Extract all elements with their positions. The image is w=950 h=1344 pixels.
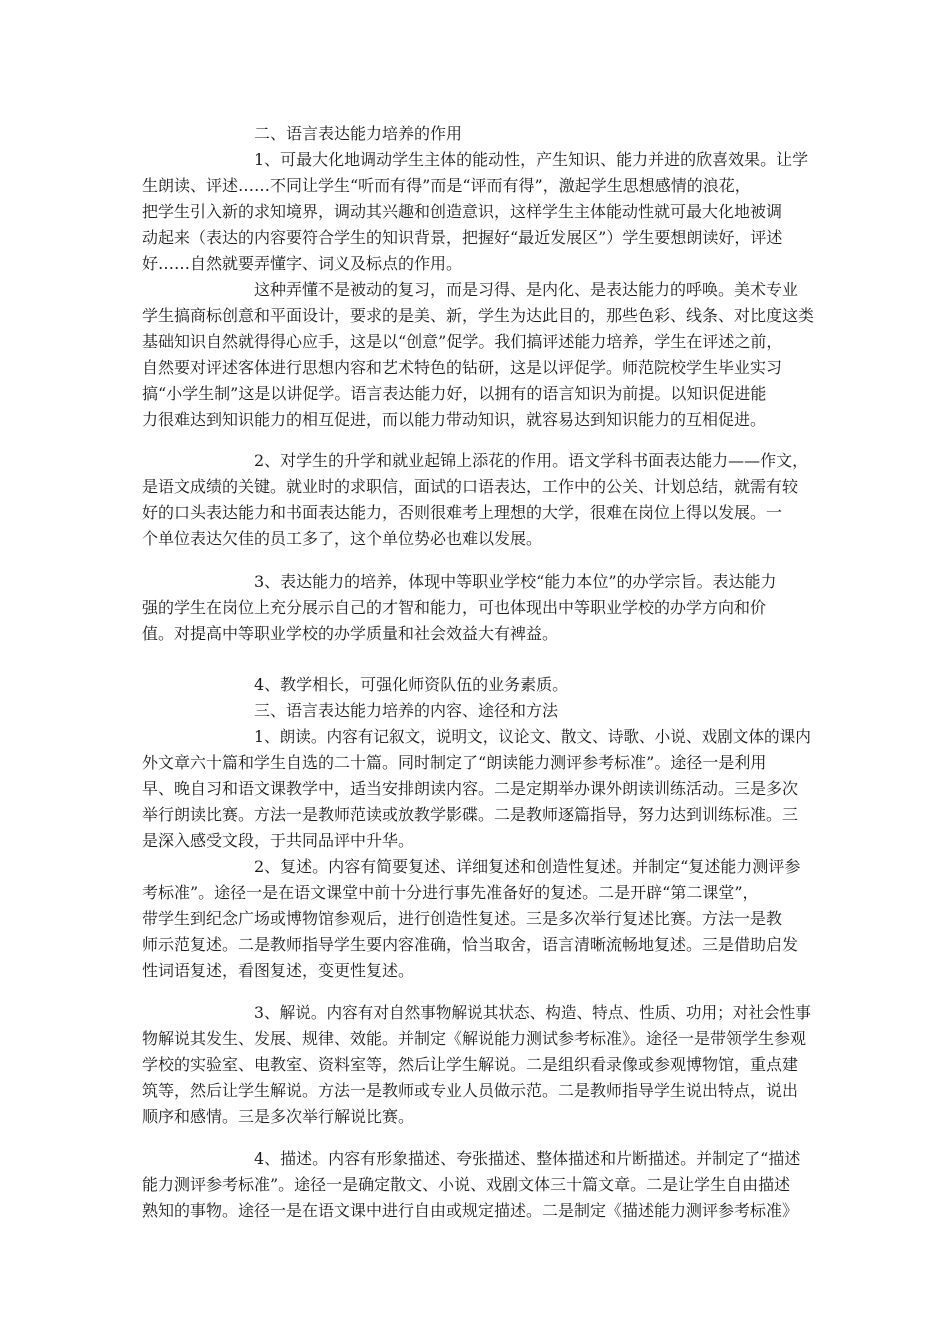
text-line: 好的口头表达能力和书面表达能力，否则很难考上理想的大学，很难在岗位上得以发展。一 [142,503,783,522]
text-line: 生朗读、评述……不同让学生“听而有得”而是“评而有得”，激起学生思想感情的浪花， [142,176,751,195]
text-line: 是深入感受文段，于共同品评中升华。 [142,831,415,850]
text-line: 值。对提高中等职业学校的办学质量和社会效益大有裨益。 [142,624,559,643]
text-line: 能力测评参考标准”。途径一是确定散文、小说、戏剧文体三十篇文章。二是让学生自由描述 [142,1175,791,1194]
paragraph-6 [142,724,814,854]
text-line: 2、复述。内容有简要复述、详细复述和创造性复述。并制定“复述能力测评参 [254,857,801,876]
text-line: 顺序和感情。三是多次举行解说比赛。 [142,1107,415,1126]
text-line: 是语文成绩的关键。就业时的求职信，面试的口语表达，工作中的公关、计划总结，就需有较 [142,477,799,496]
text-line: 考标准”。途径一是在语文课堂中前十分进行事先准备好的复述。二是开辟“第二课堂”， [142,883,759,902]
text-line: 熟知的事物。途径一是在语文课中进行自由或规定描述。二是制定《描述能力测评参考标准》 [142,1201,799,1220]
text-line: 个单位表达欠佳的员工多了，这个单位势必也难以发展。 [142,529,543,548]
text-line: 好……自然就要弄懂字、词义及标点的作用。 [142,254,463,273]
text-line: 3、解说。内容有对自然事物解说其状态、构造、特点、性质、功用；对社会性事 [254,1003,811,1022]
paragraph-4 [142,569,814,647]
paragraph-3 [142,448,814,552]
text-line: 带学生到纪念广场或博物馆参观后，进行创造性复述。三是多次举行复述比赛。方法一是教 [142,909,783,928]
text-line: 搞“小学生制”这是以讲促学。语言表达能力好，以拥有的语言知识为前提。以知识促进能 [142,384,767,403]
text-line: 外文章六十篇和学生自选的二十篇。同时制定了“朗读能力测评参考标准”。途径一是利用 [142,753,767,772]
text-line: 物解说其发生、发展、规律、效能。并制定《解说能力测试参考标准》。途径一是带领学生参观 [142,1029,807,1048]
text-line: 三、语言表达能力培养的内容、途径和方法 [254,701,559,720]
section-heading-3 [142,698,814,724]
text-line: 动起来（表达的内容要符合学生的知识背景，把握好“最近发展区”）学生要想朗读好，评述 [142,228,783,247]
text-line: 举行朗读比赛。方法一是教师范读或放教学影碟。二是教师逐篇指导，努力达到训练标准。三 [142,805,799,824]
section-heading-2 [142,121,814,147]
text-line: 这种弄懂不是被动的复习，而是习得、是内化、是表达能力的呼唤。美术专业 [254,280,799,299]
text-line: 4、描述。内容有形象描述、夸张描述、整体描述和片断描述。并制定了“描述 [254,1149,801,1168]
text-line: 1、朗读。内容有记叙文，说明文，议论文、散文、诗歌、小说、戏剧文体的课内 [254,727,811,746]
text-line: 自然要对评述客体进行思想内容和艺术特色的钻研，这是以评促学。师范院校学生毕业实习 [142,358,783,377]
paragraph-9 [142,1146,814,1224]
text-line: 3、表达能力的培养，体现中等职业学校“能力本位”的办学宗旨。表达能力 [254,572,777,591]
text-line: 1、可最大化地调动学生主体的能动性，产生知识、能力并进的欣喜效果。让学 [254,150,809,169]
paragraph-5 [142,672,814,698]
text-line: 2、对学生的升学和就业起锦上添花的作用。语文学科书面表达能力——作文， [254,451,809,470]
paragraph-1 [142,147,814,277]
text-line: 学校的实验室、电教室、资料室等，然后让学生解说。二是组织看录像或参观博物馆，重点建 [142,1055,799,1074]
text-line: 基础知识自然就得得心应手，这是以“创意”促学。我们搞评述能力培养，学生在评述之前， [142,332,783,351]
text-line: 二、语言表达能力培养的作用 [254,124,463,143]
paragraph-8 [142,1000,814,1130]
text-line: 师示范复述。二是教师指导学生要内容准确，恰当取舍，语言清晰流畅地复述。三是借助启发 [142,935,799,954]
text-line: 力很难达到知识能力的相互促进，而以能力带动知识，就容易达到知识能力的互相促进。 [142,410,767,429]
text-line: 4、教学相长，可强化师资队伍的业务素质。 [254,675,569,694]
text-line: 学生搞商标创意和平面设计，要求的是美、新，学生为达此目的，那些色彩、线条、对比度这类 [142,306,815,325]
text-line: 筑等，然后让学生解说。方法一是教师或专业人员做示范。二是教师指导学生说出特点，说出 [142,1081,799,1100]
text-line: 性词语复述，看图复述，变更性复述。 [142,961,415,980]
paragraph-7 [142,854,814,984]
text-line: 早、晚自习和语文课教学中，适当安排朗读内容。二是定期举办课外朗读训练活动。三是多次 [142,779,799,798]
text-line: 强的学生在岗位上充分展示自己的才智和能力，可也体现出中等职业学校的办学方向和价 [142,598,767,617]
paragraph-2 [142,277,814,433]
text-line: 把学生引入新的求知境界，调动其兴趣和创造意识，这样学生主体能动性就可最大化地被调 [142,202,783,221]
